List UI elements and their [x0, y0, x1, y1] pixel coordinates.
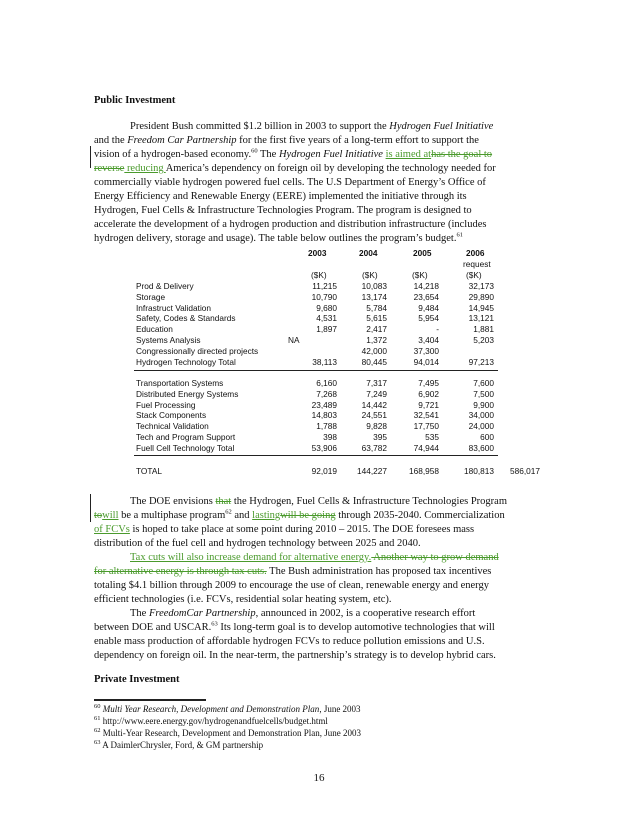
- text: is hoped to take place at some point during 2010 – 2015. The DOE foresees mass: [129, 524, 475, 535]
- column-header: 2004: [359, 248, 378, 258]
- row-label: Congressionally directed projects: [136, 345, 259, 356]
- cell-value: 6,160: [316, 378, 337, 388]
- cell-value: 92,019: [311, 466, 337, 476]
- text: be a multiphase program: [118, 510, 226, 521]
- text: Freedom Car Partnership: [127, 135, 237, 146]
- footnote-62: [94, 728, 361, 739]
- text: and: [231, 510, 253, 521]
- table-row: [0, 432, 494, 442]
- tracked-insertion: is aimed at: [385, 149, 432, 160]
- table-units-row: [0, 270, 482, 280]
- tracked-deletion: will be going: [280, 510, 336, 521]
- cell-value: 14,218: [413, 281, 439, 291]
- unit-label: ($K): [311, 270, 327, 280]
- tracked-deletion: for alternative energy is through tax cuts.: [94, 566, 267, 577]
- section-heading-private-investment: Private Investment: [94, 674, 180, 685]
- paragraph-line: distribution of the fuel cell and hydrogen technology between 2025 and 2040.: [94, 538, 421, 549]
- footnote-number: 60: [94, 703, 101, 710]
- unit-label: ($K): [362, 270, 378, 280]
- tracked-deletion: to: [94, 510, 103, 521]
- text: hydrogen delivery, storage and usage). The table below outlines the program’s budget.: [94, 233, 457, 244]
- footnote-ref[interactable]: 61: [456, 231, 463, 239]
- cell-value: 2,417: [366, 324, 387, 335]
- cell-value: 14,803: [311, 410, 337, 421]
- footnote-number: 61: [94, 715, 101, 722]
- row-label: Technical Validation: [136, 421, 209, 432]
- cell-value: 24,551: [361, 410, 387, 421]
- cell-value: 4,531: [316, 313, 337, 324]
- paragraph-line: commercially viable hydrogen powered fuel cells. The U.S Department of Energy’s Office of: [94, 177, 486, 188]
- paragraph-line: [94, 509, 505, 522]
- row-label: Infrastruct Validation: [136, 302, 212, 313]
- cell-value: 5,954: [418, 313, 439, 324]
- footnote-ref[interactable]: 63: [211, 620, 218, 628]
- cell-value: 168,958: [409, 466, 439, 476]
- row-label: TOTAL: [136, 466, 162, 476]
- text: Hydrogen Fuel Initiative: [389, 121, 494, 132]
- cell-value: 97,213: [468, 356, 494, 367]
- cell-value: 9,828: [366, 421, 387, 432]
- table-row: [0, 399, 494, 410]
- cell-value: 3,404: [418, 335, 439, 345]
- cell-value: 14,442: [361, 399, 387, 410]
- text: A DaimlerChrysler, Ford, & GM partnership: [102, 740, 264, 750]
- table-row: [0, 302, 494, 313]
- tracked-insertion: will: [102, 510, 119, 521]
- table-rule: [134, 370, 498, 371]
- column-header: 2003: [308, 248, 327, 258]
- text: vision of a hydrogen-based economy.: [94, 149, 252, 160]
- cell-value: 11,215: [312, 281, 337, 291]
- cell-value: 32,541: [413, 410, 439, 421]
- row-label: Systems Analysis: [136, 335, 201, 345]
- text: Hydrogen Fuel Initiative: [278, 149, 383, 160]
- row-label: Prod & Delivery: [136, 281, 194, 291]
- cell-value: 6,902: [418, 388, 439, 399]
- cell-value: 83,600: [468, 442, 494, 453]
- cell-value: 5,615: [366, 313, 387, 324]
- table-row: [0, 410, 494, 421]
- paragraph-line: [94, 565, 491, 578]
- cell-value: 5,784: [366, 302, 387, 313]
- cell-value: 180,813: [464, 466, 494, 476]
- cell-value: 1,788: [316, 421, 337, 432]
- cell-value: 10,083: [361, 281, 387, 291]
- cell-value: 144,227: [357, 466, 387, 476]
- text: , June 2003: [319, 704, 361, 714]
- column-subheader: request: [463, 259, 491, 269]
- footnote-60: [94, 704, 361, 715]
- cell-value: 74,944: [413, 442, 439, 453]
- text: The DOE envisions: [130, 496, 216, 507]
- cell-value: 13,174: [361, 291, 387, 302]
- tracked-insertion: lasting: [252, 510, 281, 521]
- table-row: [0, 335, 494, 345]
- paragraph-line: Energy Efficiency and Renewable Energy (EERE) implemented the initiative through its: [94, 191, 467, 202]
- table-row: [0, 281, 494, 291]
- row-label: Safety, Codes & Standards: [136, 313, 236, 324]
- text: The: [257, 149, 279, 160]
- cell-value: 398: [323, 432, 337, 442]
- text: The: [130, 608, 149, 619]
- table-header-row: [0, 248, 485, 258]
- cell-value: 29,890: [468, 291, 494, 302]
- row-label: Hydrogen Technology Total: [136, 356, 236, 367]
- tracked-insertion: reducing: [124, 163, 166, 174]
- text: , announced in 2002, is a cooperative research effort: [255, 608, 476, 619]
- column-header: 2005: [413, 248, 432, 258]
- row-label: Storage: [136, 291, 166, 302]
- cell-value: 1,897: [316, 324, 337, 335]
- cell-value: 7,600: [473, 378, 494, 388]
- footnote-ref[interactable]: 60: [251, 147, 258, 155]
- cell-value: 32,173: [468, 281, 494, 291]
- text: through 2035-2040. Commercialization: [335, 510, 505, 521]
- cell-value: 7,495: [418, 378, 439, 388]
- table-row: [0, 388, 494, 399]
- cell-value: 37,300: [413, 345, 439, 356]
- cell-value: 53,906: [311, 442, 337, 453]
- text: between DOE and USCAR.: [94, 622, 212, 633]
- tracked-deletion: has the goal to: [431, 149, 493, 160]
- footnote-61: [94, 716, 328, 727]
- tracked-deletion: that: [215, 496, 232, 507]
- footnote-link[interactable]: http://www.eere.energy.gov/hydrogenandfuelcells/budget.html: [102, 716, 328, 726]
- table-row: [0, 378, 494, 388]
- table-row: [0, 356, 494, 367]
- cell-value: 1,881: [473, 324, 494, 335]
- paragraph-line: accelerate the development of a hydrogen production and distribution infrastructure (includes: [94, 219, 487, 230]
- cell-value: 10,790: [311, 291, 337, 302]
- cell-value: 9,680: [316, 302, 337, 313]
- paragraph-line: [130, 495, 507, 508]
- table-rule: [134, 455, 498, 456]
- table-header-sub-row: [0, 259, 491, 269]
- tracked-deletion: reverse: [94, 163, 125, 174]
- text: the Hydrogen, Fuel Cells & Infrastructure Technologies Program: [231, 496, 508, 507]
- paragraph-line: dependency on foreign oil. In the near-term, the partnership’s strategy is to develop hybrid cars.: [94, 650, 496, 661]
- cell-value: 7,268: [316, 388, 337, 399]
- cell-value: 7,249: [366, 388, 387, 399]
- footnote-separator: [94, 699, 206, 701]
- paragraph-line: [94, 523, 474, 536]
- table-row: [0, 324, 494, 335]
- table-row: [0, 313, 494, 324]
- cell-value: 24,000: [468, 421, 494, 432]
- paragraph-line: efficient technologies (i.e. FCVs, residential solar heating system, etc).: [94, 594, 392, 605]
- footnote-63: [94, 740, 263, 751]
- na-marker: NA: [288, 335, 300, 345]
- cell-value: 17,750: [413, 421, 439, 432]
- section-heading-public-investment: Public Investment: [94, 95, 176, 106]
- table-row: [0, 421, 494, 432]
- grand-total-value: 586,017: [510, 466, 540, 476]
- table-row: [0, 442, 494, 453]
- cell-value: 38,113: [312, 356, 337, 367]
- cell-value: 14,945: [468, 302, 494, 313]
- row-label: Fuel Processing: [136, 399, 196, 410]
- text: The Bush administration has proposed tax incentives: [266, 566, 492, 577]
- paragraph-line: [130, 607, 475, 620]
- cell-value: 9,900: [473, 399, 494, 410]
- row-label: Stack Components: [136, 410, 207, 421]
- cell-value: 9,721: [418, 399, 439, 410]
- table-row: [0, 346, 460, 356]
- cell-value: 7,317: [366, 378, 387, 388]
- paragraph-line: enable mass production of affordable hydrogen FCVs to reduce pollution emissions and U.S.: [94, 636, 485, 647]
- tracked-insertion: Tax cuts will also increase demand for alternative energy.: [130, 552, 372, 563]
- text: for the first five years of a long-term effort to support the: [236, 135, 479, 146]
- text: FreedomCar Partnership: [148, 608, 256, 619]
- footnote-number: 62: [94, 727, 101, 734]
- unit-label: ($K): [466, 270, 482, 280]
- footnote-ref[interactable]: 62: [225, 508, 232, 516]
- cell-value: 535: [425, 432, 439, 442]
- cell-value: 600: [480, 432, 494, 442]
- cell-value: 395: [373, 432, 387, 442]
- cell-value: 94,014: [413, 356, 439, 367]
- text: Multi-Year Research, Development and Demonstration Plan, June 2003: [102, 728, 362, 738]
- cell-value: 7,500: [473, 388, 494, 399]
- footnote-number: 63: [94, 739, 101, 746]
- cell-value: 5,203: [473, 335, 494, 345]
- cell-value: 1,372: [366, 335, 387, 345]
- cell-value: 23,654: [413, 291, 439, 302]
- text: America’s dependency on foreign oil by developing the technology needed for: [165, 163, 496, 174]
- tracked-deletion: Another way to grow demand: [371, 552, 499, 563]
- tracked-insertion: of FCVs: [94, 524, 130, 535]
- cell-value: 34,000: [468, 410, 494, 421]
- paragraph-line: totaling $4.1 billion through 2009 to encourage the use of clean, renewable energy and energy: [94, 580, 489, 591]
- cell-value: 9,484: [418, 302, 439, 313]
- unit-label: ($K): [412, 270, 428, 280]
- table-row: [0, 291, 494, 302]
- page-number: 16: [313, 772, 325, 784]
- row-label: Education: [136, 324, 173, 335]
- cell-value: 63,782: [361, 442, 387, 453]
- cell-value: 13,121: [468, 313, 494, 324]
- text: and the: [94, 135, 128, 146]
- column-header: 2006: [466, 248, 485, 258]
- row-label: Fuell Cell Technology Total: [136, 442, 235, 453]
- cell-value: -: [436, 324, 439, 335]
- cell-value: 42,000: [361, 345, 387, 356]
- text: Its long-term goal is to develop automotive technologies that will: [217, 622, 495, 633]
- text: Multi Year Research, Development and Demonstration Plan: [102, 704, 320, 714]
- paragraph-line: [130, 551, 499, 564]
- cell-value: 80,445: [361, 356, 387, 367]
- row-label: Transportation Systems: [136, 378, 224, 388]
- paragraph-line: [94, 621, 495, 634]
- text: President Bush committed $1.2 billion in 2003 to support the: [130, 121, 390, 132]
- table-total-row: [0, 466, 540, 476]
- row-label: Tech and Program Support: [136, 432, 236, 442]
- row-label: Distributed Energy Systems: [136, 388, 239, 399]
- paragraph-line: Hydrogen, Fuel Cells & Infrastructure Technologies Program. The program is designed to: [94, 205, 472, 216]
- cell-value: 23,489: [311, 399, 337, 410]
